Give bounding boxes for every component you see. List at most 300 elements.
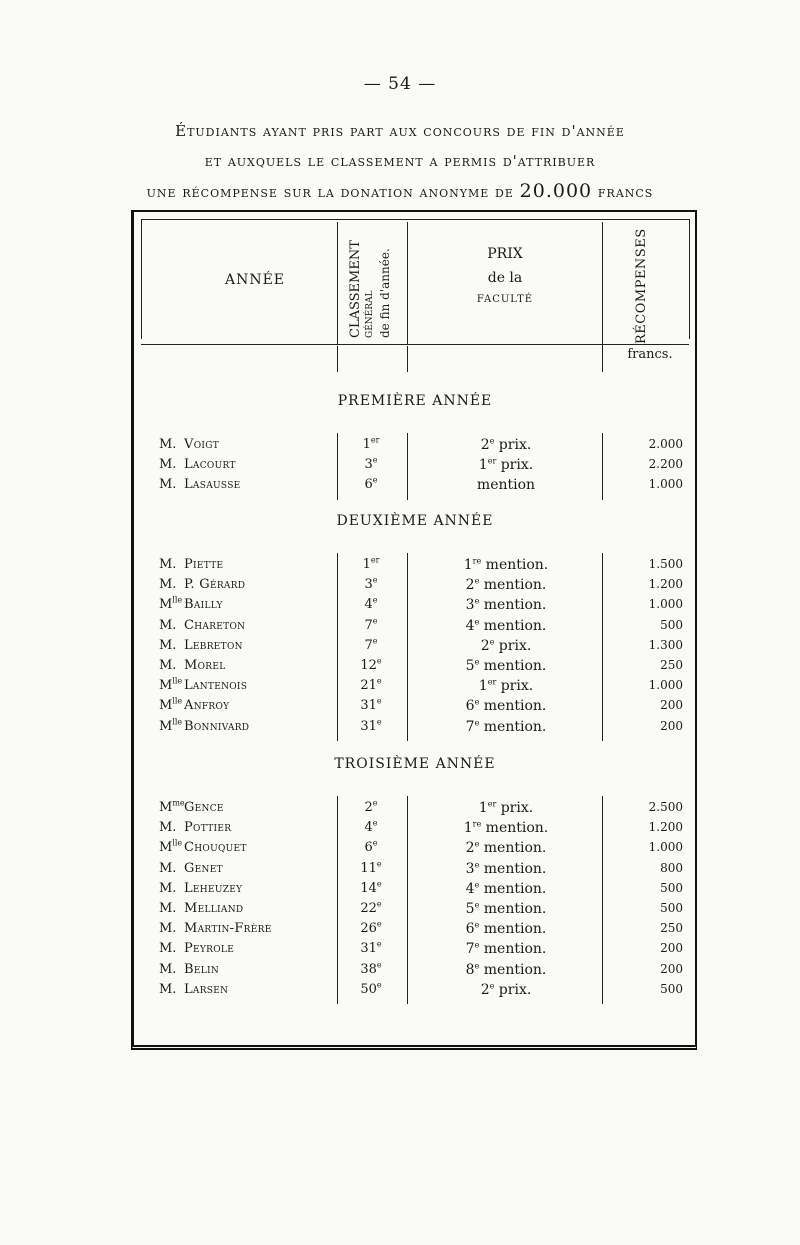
rank-number: 50: [360, 981, 377, 997]
rank-number: 12: [360, 658, 377, 673]
name-prefix-text: M.: [159, 820, 177, 836]
prize-text: mention.: [479, 617, 547, 634]
francs-unit-label: francs.: [627, 347, 673, 362]
rank-cell: [341, 840, 401, 855]
page-title-line-1: Étudiants ayant pris part aux concours de fin d'année: [175, 122, 625, 140]
rank-sup: e: [372, 596, 378, 606]
prize-cell: [411, 921, 601, 937]
prize-number: 2: [465, 840, 475, 857]
prize-text: prix.: [494, 981, 532, 998]
prize-cell: [411, 719, 601, 735]
amount-cell: 1.200: [648, 577, 683, 592]
rank-number: 1: [362, 557, 371, 572]
name-prefix-text: M.: [159, 921, 177, 937]
table-row: [141, 962, 689, 982]
rank-number: 14: [360, 880, 377, 896]
rank-cell: [341, 982, 401, 997]
prize-sup: e: [474, 960, 480, 970]
prize-text: mention.: [481, 557, 549, 573]
rank-cell: [341, 719, 401, 734]
name-prefix-text: M.: [159, 901, 177, 916]
amount-cell: 2.000: [648, 437, 683, 451]
name-prefix-text: M.: [159, 577, 177, 593]
amount-cell: 1.200: [648, 820, 683, 835]
amount-cell: 500: [660, 901, 683, 915]
amount-cell: 500: [660, 981, 683, 996]
name-prefix: [159, 921, 184, 936]
table-row: [141, 577, 689, 597]
name-prefix-text: M.: [159, 457, 177, 473]
rank-sup: e: [372, 616, 378, 626]
name-prefix: [159, 881, 184, 896]
amount-cell: 1.000: [648, 678, 683, 693]
prize-number: 6: [465, 921, 475, 938]
name-prefix-text: M: [159, 698, 173, 714]
rank-cell: [341, 941, 401, 956]
prize-text: mention.: [479, 698, 547, 715]
prize-cell: [411, 618, 601, 634]
page-title-line-2: et auxquels le classement a permis d'attribuer: [204, 152, 596, 170]
student-surname: Melliand: [184, 901, 244, 916]
name-prefix: [159, 678, 184, 693]
title-line-3-suffix: francs: [592, 183, 654, 201]
prize-cell: [411, 437, 601, 453]
page-title-line-3: [0, 180, 800, 202]
prize-cell: [411, 861, 601, 877]
rank-cell: [341, 658, 401, 673]
rank-number: 31: [360, 718, 377, 734]
rank-cell: [341, 437, 401, 452]
prize-number: 1: [463, 557, 473, 573]
name-prefix-text: M.: [159, 658, 177, 673]
rank-cell: [341, 678, 401, 693]
prize-sup: er: [487, 677, 497, 687]
prize-number: 6: [465, 698, 475, 715]
header-bottom-rule: [141, 344, 689, 345]
table-row: [141, 881, 689, 901]
prize-sup: e: [489, 981, 495, 991]
name-prefix: [159, 618, 184, 633]
rank-sup: e: [372, 839, 378, 849]
prix-line-1: PRIX: [487, 246, 523, 262]
name-prefix-sup: me: [172, 798, 185, 808]
prize-number: 7: [465, 718, 475, 735]
amount-cell: 1.500: [648, 557, 683, 571]
prize-cell: [411, 820, 601, 836]
prize-cell: [411, 658, 601, 674]
rank-number: 1: [362, 437, 371, 452]
prize-cell: [411, 557, 601, 573]
rank-sup: e: [376, 717, 382, 727]
prize-text: mention.: [479, 597, 547, 614]
prize-number: 2: [465, 577, 475, 594]
name-prefix-text: M.: [159, 860, 177, 876]
prize-sup: e: [489, 436, 495, 446]
amount-cell: 200: [660, 698, 683, 713]
rank-number: 31: [360, 698, 377, 714]
student-name-cell: [159, 577, 245, 592]
name-prefix-text: M.: [159, 617, 177, 633]
prize-cell: [411, 597, 601, 613]
student-surname: Lantenois: [184, 678, 248, 694]
prize-text: mention.: [479, 658, 547, 674]
prize-cell: [411, 457, 601, 473]
name-prefix-text: M.: [159, 981, 177, 997]
rank-sup: e: [376, 899, 382, 909]
prize-text: mention.: [479, 860, 547, 877]
student-name-cell: [159, 820, 231, 835]
amount-cell: 500: [660, 617, 683, 632]
student-surname: Lacourt: [184, 457, 236, 473]
table-row: [141, 638, 689, 658]
rank-sup: e: [376, 676, 382, 686]
prize-number: 1: [478, 457, 488, 474]
student-surname: Larsen: [184, 981, 229, 997]
name-prefix: [159, 861, 184, 876]
column-header-annee: ANNÉE: [224, 272, 286, 288]
student-name-cell: [159, 557, 223, 572]
student-surname: Bailly: [184, 597, 223, 613]
prize-text: mention: [476, 477, 536, 494]
classement-line-1: CLASSEMENT: [348, 240, 363, 338]
rank-number: 4: [364, 597, 373, 613]
student-surname: Morel: [184, 658, 226, 673]
name-prefix-text: M.: [159, 880, 177, 896]
prize-sup: e: [474, 940, 480, 950]
prize-sup: er: [487, 456, 497, 466]
prize-cell: [411, 840, 601, 856]
rank-number: 38: [360, 961, 377, 977]
column-divider-2-header: [407, 222, 408, 344]
student-name-cell: [159, 437, 219, 452]
name-prefix-text: M.: [159, 637, 177, 653]
column-divider-3-header: [602, 222, 603, 372]
name-prefix: [159, 800, 184, 815]
name-prefix: [159, 962, 184, 977]
prize-cell: [411, 477, 601, 493]
prize-sup: e: [474, 657, 480, 667]
student-surname: P. Gérard: [184, 577, 246, 593]
amount-cell: 800: [660, 860, 683, 875]
table-row: [141, 901, 689, 921]
table-row: [141, 800, 689, 820]
amount-cell: 1.000: [648, 597, 683, 612]
table-inner-left-rule: [141, 219, 142, 339]
amount-cell: 200: [660, 718, 683, 733]
rank-number: 21: [360, 678, 377, 694]
table-row: [141, 678, 689, 698]
name-prefix: [159, 901, 184, 916]
name-prefix-text: M: [159, 678, 173, 694]
amount-cell: 250: [660, 921, 683, 936]
name-prefix: [159, 941, 184, 956]
prize-text: mention.: [479, 577, 547, 594]
prize-sup: e: [474, 616, 480, 626]
column-divider-2-stub: [407, 346, 408, 372]
classement-line-2: GÉNÉRAL: [365, 290, 375, 338]
table-row: [141, 719, 689, 739]
student-surname: Lebreton: [184, 637, 243, 653]
rank-cell: [341, 962, 401, 977]
table-row: [141, 557, 689, 577]
amount-cell: 2.500: [648, 800, 683, 814]
student-surname: Pottier: [184, 820, 232, 836]
amount-cell: 200: [660, 941, 683, 956]
rank-cell: [341, 597, 401, 612]
student-name-cell: [159, 477, 241, 492]
rank-sup: e: [376, 980, 382, 990]
student-name-cell: [159, 861, 223, 876]
student-name-cell: [159, 698, 229, 713]
name-prefix: [159, 820, 184, 835]
name-prefix-text: M: [159, 718, 173, 734]
student-surname: Leheuzey: [184, 880, 243, 896]
prize-text: prix.: [496, 800, 534, 816]
rank-number: 3: [364, 577, 373, 593]
prize-sup: e: [489, 637, 495, 647]
prize-sup: re: [472, 819, 482, 829]
prize-sup: e: [474, 880, 480, 890]
name-prefix-sup: lle: [172, 717, 183, 727]
name-prefix: [159, 719, 184, 734]
prize-number: 5: [465, 658, 475, 674]
rank-cell: [341, 800, 401, 815]
prize-number: 1: [478, 678, 488, 695]
rank-sup: e: [376, 960, 382, 970]
student-surname: Chouquet: [184, 840, 247, 856]
table-row: [141, 820, 689, 840]
table-row: [141, 982, 689, 1002]
table-row: [141, 437, 689, 457]
amount-cell: 500: [660, 880, 683, 895]
column-divider-1-stub: [337, 346, 338, 372]
prize-number: 1: [463, 820, 473, 837]
student-surname: Voigt: [184, 437, 220, 452]
column-divider-1-header: [337, 222, 338, 344]
prize-sup: e: [474, 576, 480, 586]
column-header-recompenses: [610, 226, 690, 346]
student-name-cell: [159, 982, 228, 997]
title-amount: 20.000: [519, 180, 593, 202]
prize-text: mention.: [481, 820, 549, 837]
name-prefix-text: M.: [159, 477, 177, 493]
rank-sup: e: [376, 940, 382, 950]
rank-number: 4: [364, 820, 373, 836]
prize-sup: e: [474, 839, 480, 849]
rank-sup: er: [370, 435, 380, 445]
rank-sup: e: [372, 636, 378, 646]
student-name-cell: [159, 941, 234, 956]
student-name-cell: [159, 901, 243, 916]
prize-sup: e: [474, 859, 480, 869]
table-inner-top-rule: [141, 219, 689, 220]
prize-cell: [411, 881, 601, 897]
prize-sup: e: [474, 717, 480, 727]
name-prefix-sup: lle: [172, 676, 183, 686]
rank-cell: [341, 457, 401, 472]
prize-sup: e: [474, 900, 480, 910]
amount-cell: 1.300: [648, 637, 683, 652]
rank-number: 6: [364, 477, 373, 493]
prize-cell: [411, 800, 601, 816]
student-surname: Anfroy: [184, 698, 230, 714]
rank-sup: e: [376, 697, 382, 707]
prize-cell: [411, 638, 601, 654]
table-row: [141, 861, 689, 881]
student-name-cell: [159, 921, 272, 936]
name-prefix-text: M.: [159, 961, 177, 977]
section-title: DEUXIÈME ANNÉE: [336, 513, 494, 529]
prize-cell: [411, 962, 601, 978]
rank-sup: e: [372, 575, 378, 585]
student-name-cell: [159, 658, 226, 673]
rank-sup: e: [376, 919, 382, 929]
name-prefix-sup: lle: [172, 596, 183, 606]
prize-number: 2: [480, 981, 490, 998]
rank-cell: [341, 477, 401, 492]
recompenses-label: RÉCOMPENSES: [634, 228, 649, 344]
prize-text: mention.: [479, 901, 547, 917]
name-prefix: [159, 577, 184, 592]
prize-number: 3: [465, 597, 475, 614]
rank-sup: e: [376, 879, 382, 889]
amount-cell: 2.200: [648, 457, 683, 472]
prize-number: 8: [465, 961, 475, 978]
section-title: TROISIÈME ANNÉE: [334, 756, 496, 772]
student-surname: Belin: [184, 961, 220, 977]
prize-cell: [411, 678, 601, 694]
student-name-cell: [159, 678, 247, 693]
student-name-cell: [159, 962, 219, 977]
student-name-cell: [159, 457, 236, 472]
prize-number: 1: [478, 800, 488, 816]
name-prefix-text: M.: [159, 437, 177, 452]
student-name-cell: [159, 800, 224, 815]
prize-number: 7: [465, 941, 475, 958]
student-name-cell: [159, 719, 249, 734]
name-prefix-text: M.: [159, 557, 177, 572]
name-prefix: [159, 982, 184, 997]
prize-number: 2: [480, 437, 490, 453]
rank-sup: e: [372, 798, 378, 808]
name-prefix-sup: lle: [172, 697, 183, 707]
rank-cell: [341, 557, 401, 572]
rank-number: 3: [364, 457, 373, 473]
prize-number: 2: [480, 637, 490, 654]
name-prefix: [159, 698, 184, 713]
prize-text: mention.: [479, 840, 547, 857]
name-prefix: [159, 437, 184, 452]
table-row: [141, 698, 689, 718]
table-row: [141, 618, 689, 638]
rank-sup: e: [372, 476, 378, 486]
prize-text: prix.: [494, 437, 532, 453]
rank-cell: [341, 921, 401, 936]
prize-sup: e: [474, 920, 480, 930]
rank-sup: e: [376, 656, 382, 666]
table-row: [141, 941, 689, 961]
name-prefix-text: M.: [159, 941, 177, 957]
rank-sup: er: [370, 555, 380, 565]
prize-number: 3: [465, 860, 475, 877]
name-prefix: [159, 840, 184, 855]
rank-number: 6: [364, 840, 373, 856]
table-row: [141, 840, 689, 860]
rank-cell: [341, 577, 401, 592]
rank-cell: [341, 638, 401, 653]
prize-cell: [411, 982, 601, 998]
name-prefix-text: M: [159, 597, 173, 613]
student-surname: Chareton: [184, 617, 246, 633]
student-surname: Peyrole: [184, 941, 235, 957]
prix-line-3: FACULTÉ: [476, 294, 534, 305]
prize-cell: [411, 577, 601, 593]
table-row: [141, 457, 689, 477]
name-prefix: [159, 658, 184, 673]
rank-cell: [341, 698, 401, 713]
prize-number: 4: [465, 880, 475, 897]
table-row: [141, 658, 689, 678]
prize-text: mention.: [479, 921, 547, 938]
amount-cell: 1.000: [648, 840, 683, 855]
student-name-cell: [159, 618, 245, 633]
rank-cell: [341, 820, 401, 835]
rank-number: 26: [360, 921, 377, 937]
rank-sup: e: [372, 455, 378, 465]
page-number: — 54 —: [363, 74, 437, 94]
amount-cell: 250: [660, 658, 683, 672]
prize-text: prix.: [496, 457, 534, 474]
prize-text: mention.: [479, 941, 547, 958]
student-name-cell: [159, 840, 247, 855]
prize-cell: [411, 941, 601, 957]
prize-cell: [411, 698, 601, 714]
prize-sup: er: [487, 799, 497, 809]
prize-cell: [411, 901, 601, 917]
title-line-3-prefix: une récompense sur la donation anonyme de: [146, 183, 520, 201]
rank-cell: [341, 881, 401, 896]
prize-number: 5: [465, 901, 475, 917]
column-header-prix: [410, 246, 600, 313]
rank-cell: [341, 861, 401, 876]
prize-text: prix.: [496, 678, 534, 695]
name-prefix: [159, 597, 184, 612]
name-prefix: [159, 457, 184, 472]
amount-cell: 1.000: [648, 477, 683, 492]
rank-cell: [341, 901, 401, 916]
student-surname: Lasausse: [184, 477, 241, 493]
prize-text: mention.: [479, 718, 547, 735]
student-name-cell: [159, 638, 243, 653]
name-prefix-text: M: [159, 840, 173, 856]
rank-number: 11: [360, 860, 377, 876]
student-surname: Gence: [184, 800, 224, 815]
student-surname: Piette: [184, 557, 224, 572]
prize-sup: e: [474, 596, 480, 606]
name-prefix-text: M: [159, 800, 173, 815]
rank-sup: e: [376, 859, 382, 869]
prix-line-2: de la: [487, 270, 523, 286]
prize-text: mention.: [479, 880, 547, 897]
table-row: [141, 597, 689, 617]
prize-sup: e: [474, 697, 480, 707]
rank-number: 7: [364, 637, 373, 653]
student-name-cell: [159, 597, 223, 612]
table-row: [141, 477, 689, 497]
rank-number: 31: [360, 941, 377, 957]
name-prefix-sup: lle: [172, 839, 183, 849]
prize-number: 4: [465, 617, 475, 634]
